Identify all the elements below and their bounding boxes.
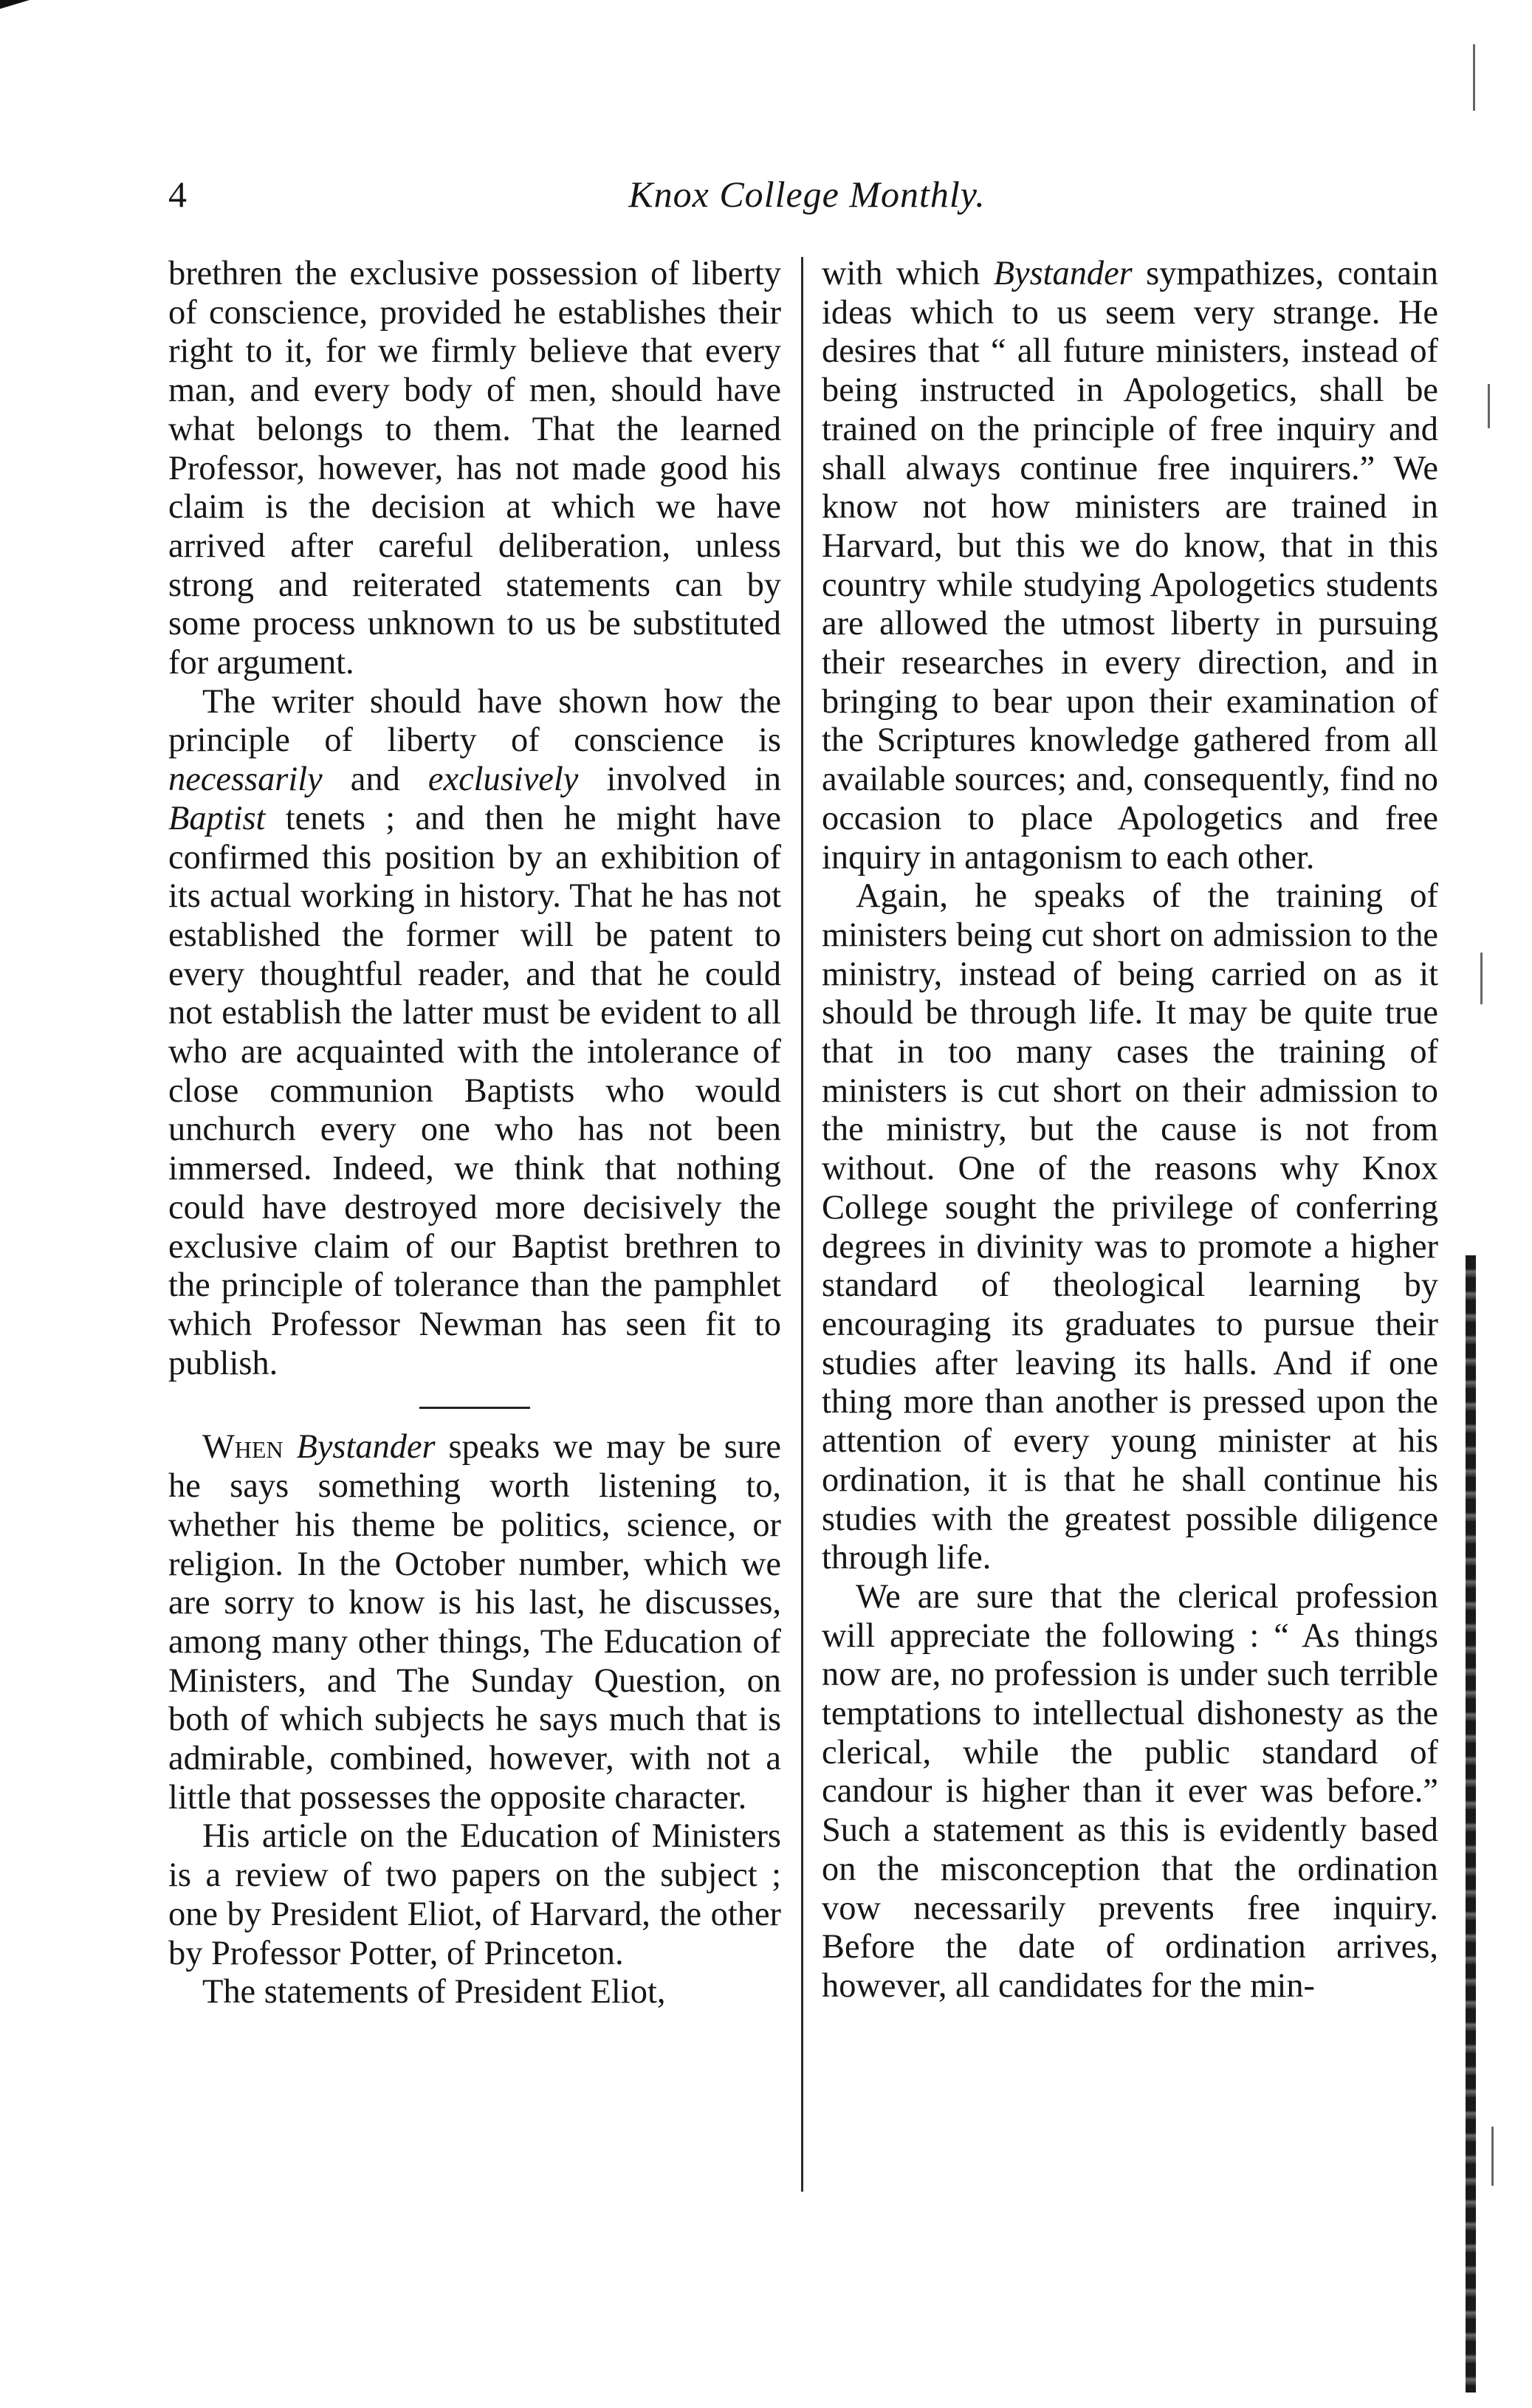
page-edge-shadow bbox=[1466, 1255, 1476, 2392]
left-column bbox=[168, 255, 781, 2012]
right-column bbox=[822, 255, 1438, 2006]
right-paragraph-1 bbox=[822, 255, 1438, 877]
text-run: sympathizes, contain ideas which to us seem very strange. He desires that “ all future ministers, instead of being instructed in Apologetics, shall be trained on the principle of free inquiry and shall always continue free inquirers.” We know not how ministers are trained in Harvard, but this we do know, that in this country while studying Apologetics students are allowed the utmost liberty in pursuing their researches in every direction, and in bringing to bear upon their examination of the Scriptures knowledge gathered from all available sources; and, consequently, find no occasion to place Apologetics and free inquiry in antagonism to each other. bbox=[822, 255, 1438, 877]
left-paragraph-2 bbox=[168, 683, 781, 1384]
text-run: involved in bbox=[578, 761, 781, 799]
emphasis-baptist: Baptist bbox=[168, 799, 266, 837]
column-divider bbox=[801, 257, 803, 2192]
text-run: with which bbox=[822, 255, 994, 292]
left-paragraph-1: brethren the exclusive possession of liberty of conscience, provided he establishes their right to it, for we firmly believe that every man, and every body of men, should have what belongs to them. That the learned Professor, however, has not made good his claim is the decision at which we have arrived after careful deliberation, unless strong and reiterated statements can by some process unknown to us be substituted for argument. bbox=[168, 255, 781, 682]
text-run: speaks we may be sure he says something worth listening to, whether his theme be politics, science, or religion. In the October number, which we are sorry to know is his last, he discusses, among many other things, The Education of Ministers, and The Sunday Question, on both of which subjects he says much that is admirable, combined, however, with not a little that possesses the opposite character. bbox=[168, 1428, 781, 1817]
left-paragraph-4: His article on the Education of Ministers is a review of two papers on the subject ; one by President Eliot, of Harvard, the other by Professor Potter, of Princeton. bbox=[168, 1817, 781, 1972]
emphasis-bystander: Bystander bbox=[296, 1428, 436, 1467]
emphasis-necessarily: necessarily bbox=[168, 761, 323, 799]
section-divider bbox=[419, 1407, 530, 1409]
emphasis-exclusively: exclusively bbox=[427, 761, 579, 799]
page-header bbox=[168, 168, 1446, 227]
page-edge-speck bbox=[1491, 2127, 1494, 2186]
text-run: tenets ; and then he might have confirmed this position by an exhibition of its actual working in history. That he has not established the former will be patent to every thoughtful reader, and that he could not establish the latter must be evident to all who are acquainted with the intolerance of close communion Baptists who would unchurch every one who has not been immersed. Indeed, we think that nothing could have destroyed more decisively the exclusive claim of our Baptist brethren to the principle of tolerance than the pamphlet which Professor Newman has seen fit to publish. bbox=[168, 799, 781, 1382]
corner-scan-mark bbox=[0, 0, 30, 9]
small-caps-lead: When bbox=[202, 1428, 284, 1467]
right-paragraph-3: We are sure that the clerical profession will appreciate the following : “ As things now are, no profession is under such terrible temptations to intellectual dishonesty as the clerical, while the public standard of candour is higher than it ever was before.” Such a statement as this is evidently based on the misconception that the ordination vow necessarily prevents free inquiry. Before the date of ordination arrives, however, all candidates for the min- bbox=[822, 1577, 1438, 2005]
running-title: Knox College Monthly. bbox=[628, 174, 986, 215]
right-paragraph-2: Again, he speaks of the training of ministers being cut short on admission to the ministry, instead of being carried on as it should be through life. It may be quite true that in too many cases the training of ministers is cut short on their admission to the ministry, but the cause is not from without. One of the reasons why Knox College sought the privilege of conferring degrees in divinity was to promote a higher standard of theological learning by encouraging its graduates to pursue their studies after leaving its halls. And if one thing more than another is pressed upon the attention of every young minister at his ordination, it is that he shall continue his studies with the greatest possible diligence through life. bbox=[822, 877, 1438, 1577]
text-run: The writer should have shown how the principle of liberty of conscience is bbox=[168, 682, 781, 760]
emphasis-bystander: Bystander bbox=[993, 255, 1133, 292]
page-edge-speck bbox=[1488, 384, 1490, 428]
left-paragraph-3 bbox=[168, 1428, 781, 1817]
page-edge-speck bbox=[1473, 44, 1475, 111]
page-number: 4 bbox=[168, 174, 187, 215]
left-paragraph-5: The statements of President Eliot, bbox=[202, 1973, 666, 2011]
page-edge-speck bbox=[1480, 953, 1483, 1004]
text-run: and bbox=[322, 761, 428, 799]
